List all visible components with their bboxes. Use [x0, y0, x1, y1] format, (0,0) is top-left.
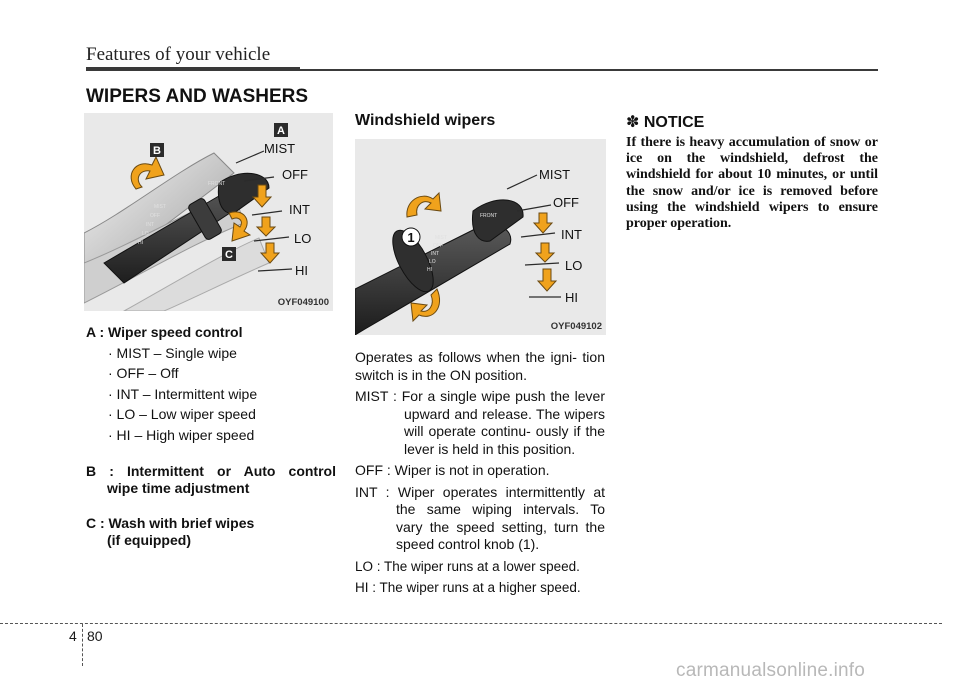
label-b: B [153, 145, 161, 157]
svg-text:INT: INT [431, 251, 440, 257]
down-arrow-icon [538, 269, 556, 291]
rotate-up-arrow-icon [407, 193, 441, 217]
legend-a-item: · MIST – Single wipe [108, 344, 237, 361]
notice-heading [626, 112, 704, 132]
wiper-int-desc: INT : Wiper operates intermittently at the same wiping intervals. To vary the speed setting, turn the speed control knob (1). [355, 483, 605, 552]
wiper-lo-desc: LO : The wiper runs at a lower speed. [355, 558, 580, 574]
notice-title: NOTICE [643, 114, 705, 131]
legend-a-title: A : Wiper speed control [86, 324, 243, 340]
wiper-lever-figure [84, 113, 333, 311]
fig2-label-int: INT [561, 227, 582, 242]
footer-dashed-rule [0, 623, 942, 624]
svg-text:OFF: OFF [433, 243, 443, 249]
page-number: 80 [87, 628, 103, 644]
wiper-speed-knob-figure [355, 139, 606, 335]
down-arrow-icon [534, 213, 552, 233]
legend-a-item: · INT – Intermittent wipe [108, 385, 258, 402]
lever-text-hi: HI [138, 240, 143, 246]
legend-a-item: · OFF – Off [108, 365, 179, 381]
fig1-label-hi: HI [295, 263, 308, 278]
fig1-label-mist: MIST [264, 141, 296, 156]
wiper-hi-desc: HI : The wiper runs at a higher speed. [355, 580, 581, 595]
wiper-intro: Operates as follows when the igni- tion switch is in the ON position. [355, 349, 605, 383]
fig2-label-lo: LO [565, 258, 583, 273]
chapter-number: 4 [69, 628, 77, 644]
wiper-lever-illustration [84, 113, 333, 311]
wiper-mist-desc: MIST : For a single wipe push the lever upward and release. The wipers will operate continu- ously if the lever is held in this position. [355, 388, 605, 457]
label-c: C [225, 249, 233, 261]
legend [86, 322, 336, 549]
lever-text-mist: MIST [154, 204, 166, 210]
legend-c-title: C : Wash with brief wipes [86, 515, 255, 531]
windshield-wipers-heading: Windshield wipers [355, 112, 496, 129]
fig1-label-lo: LO [294, 231, 312, 246]
lever-text-off: OFF [150, 213, 160, 219]
wiper-knob-illustration [355, 139, 606, 335]
lever-text-front: FRONT [208, 181, 226, 187]
fig2-label-hi: HI [565, 290, 578, 305]
wiper-description [355, 349, 605, 601]
wiper-off-desc: OFF : Wiper is not in operation. [355, 462, 550, 478]
down-arrow-icon [257, 217, 275, 236]
footer-dashed-divider [82, 624, 83, 666]
svg-text:HI: HI [427, 267, 432, 273]
notice-star-icon: ✽ [626, 114, 640, 131]
fig2-label-mist: MIST [539, 167, 571, 182]
watermark: carmanualsonline.info [676, 660, 866, 681]
figure-code: OYF049102 [550, 321, 602, 332]
running-header: Features of your vehicle [86, 44, 271, 65]
lever-text-int: INT [146, 222, 155, 228]
notice-body: If there is heavy accumulation of snow or ice on the windshield, defrost the windshield for about 10 minutes, or until the snow and/or ice is removed before using the windshield wipers to ensure proper operation. [626, 135, 878, 232]
svg-text:MIST: MIST [435, 235, 447, 241]
rotate-arrow-icon [131, 157, 164, 189]
legend-c-title-cont: (if equipped) [107, 532, 191, 548]
figure-code: OYF049100 [277, 297, 329, 308]
knob-label: 1 [407, 230, 415, 245]
section-title: WIPERS AND WASHERS [86, 86, 309, 107]
legend-a-item: · LO – Low wiper speed [108, 406, 256, 422]
legend-b-title-cont: wipe time adjustment [107, 480, 250, 496]
svg-text:FRONT: FRONT [480, 213, 498, 219]
legend-a-item: · HI – High wiper speed [108, 426, 255, 443]
legend-b-title: B : Intermittent or Auto control [86, 463, 336, 479]
fig1-label-int: INT [289, 202, 310, 217]
fig1-label-off: OFF [282, 167, 308, 182]
header-rule-thick [86, 67, 300, 71]
lever-text-lo: LO [142, 231, 149, 237]
svg-text:LO: LO [429, 259, 436, 265]
label-a: A [277, 125, 285, 137]
down-arrow-icon [536, 243, 554, 262]
header-rule-thin [300, 69, 878, 71]
fig2-label-off: OFF [553, 195, 579, 210]
